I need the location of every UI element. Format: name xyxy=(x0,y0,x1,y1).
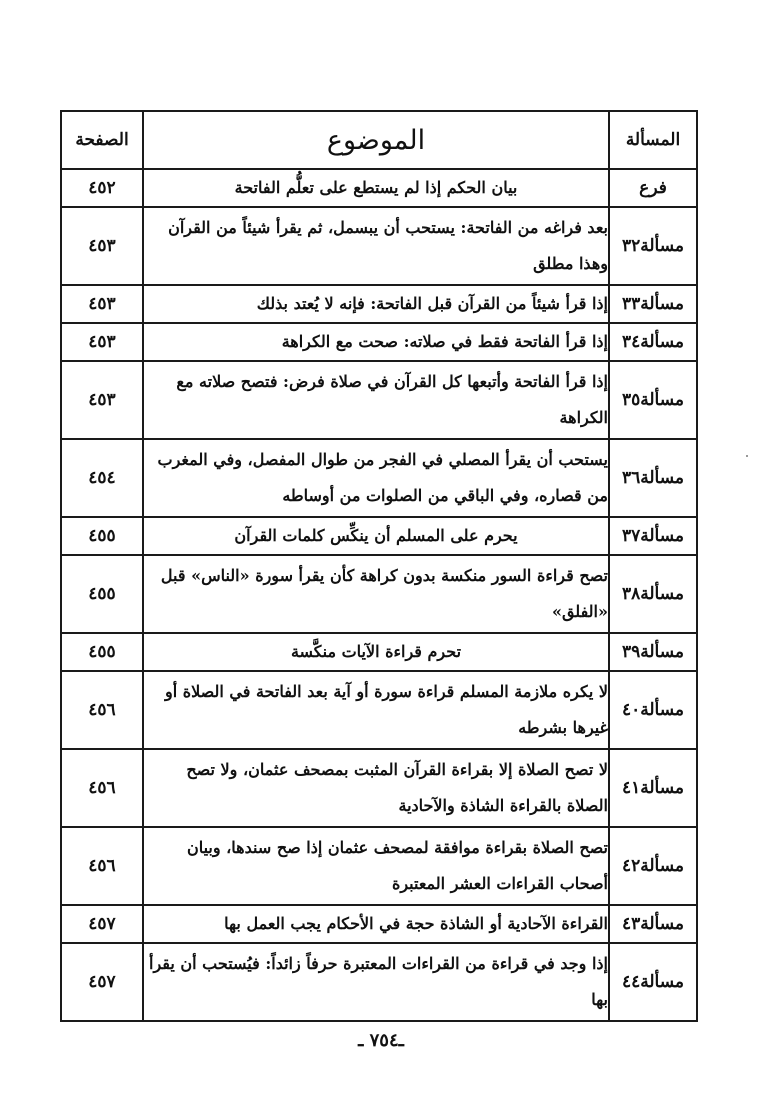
table-row xyxy=(61,285,697,323)
table-row xyxy=(61,827,697,905)
table-row xyxy=(61,323,697,361)
table-row xyxy=(61,943,697,1021)
header-topic: الموضوع xyxy=(143,111,609,169)
topic-cell: إذا قرأ الفاتحة وأتبعها كل القرآن في صلاة فرض: فتصح صلاته مع الكراهة xyxy=(143,361,609,439)
page-cell: ٤٥٥ xyxy=(61,555,143,633)
table-row xyxy=(61,905,697,943)
table-row xyxy=(61,555,697,633)
issue-cell: مسألة٣٤ xyxy=(609,323,697,361)
issue-cell: مسألة٣٧ xyxy=(609,517,697,555)
issue-cell: مسألة٤٤ xyxy=(609,943,697,1021)
table-row xyxy=(61,671,697,749)
header-issue: المسألة xyxy=(609,111,697,169)
page-cell: ٤٥٧ xyxy=(61,905,143,943)
page-cell: ٤٥٥ xyxy=(61,633,143,671)
page-number: ـ٧٥٤ ـ xyxy=(358,1030,404,1051)
page-cell: ٤٥٥ xyxy=(61,517,143,555)
header-row xyxy=(61,111,697,169)
issue-cell: مسألة٤١ xyxy=(609,749,697,827)
table-row xyxy=(61,749,697,827)
header-page: الصفحة xyxy=(61,111,143,169)
table-row xyxy=(61,439,697,517)
table-row xyxy=(61,517,697,555)
issue-cell: مسألة٤٢ xyxy=(609,827,697,905)
page-cell: ٤٥٦ xyxy=(61,671,143,749)
page-cell: ٤٥٢ xyxy=(61,169,143,207)
page-cell: ٤٥٣ xyxy=(61,207,143,285)
issue-cell: مسألة٣٨ xyxy=(609,555,697,633)
scan-speck xyxy=(746,455,748,457)
page-cell: ٤٥٣ xyxy=(61,323,143,361)
issue-cell: مسألة٣٥ xyxy=(609,361,697,439)
issue-cell: مسألة٤٣ xyxy=(609,905,697,943)
page-cell: ٤٥٣ xyxy=(61,361,143,439)
topic-cell: إذا وجد في قراءة من القراءات المعتبرة حرفاً زائداً: فيُستحب أن يقرأ بها xyxy=(143,943,609,1021)
topic-cell: القراءة الآحادية أو الشاذة حجة في الأحكام يجب العمل بها xyxy=(143,905,609,943)
topic-cell: بيان الحكم إذا لم يستطع على تعلُّم الفاتحة xyxy=(143,169,609,207)
table-row xyxy=(61,633,697,671)
topic-cell: إذا قرأ شيئاً من القرآن قبل الفاتحة: فإنه لا يُعتد بذلك xyxy=(143,285,609,323)
topic-cell: لا يكره ملازمة المسلم قراءة سورة أو آية بعد الفاتحة في الصلاة أو غيرها بشرطه xyxy=(143,671,609,749)
issue-cell: مسألة٣٣ xyxy=(609,285,697,323)
table-row xyxy=(61,169,697,207)
page-cell: ٤٥٧ xyxy=(61,943,143,1021)
contents-table xyxy=(60,110,698,1022)
topic-cell: يحرم على المسلم أن ينكِّس كلمات القرآن xyxy=(143,517,609,555)
topic-cell: إذا قرأ الفاتحة فقط في صلاته: صحت مع الكراهة xyxy=(143,323,609,361)
topic-cell: تصح قراءة السور منكسة بدون كراهة كأن يقرأ سورة «الناس» قبل «الفلق» xyxy=(143,555,609,633)
page-cell: ٤٥٦ xyxy=(61,827,143,905)
issue-cell: مسألة٤٠ xyxy=(609,671,697,749)
issue-cell: مسألة٣٩ xyxy=(609,633,697,671)
topic-cell: بعد فراغه من الفاتحة: يستحب أن يبسمل، ثم يقرأ شيئاً من القرآن وهذا مطلق xyxy=(143,207,609,285)
table-row xyxy=(61,361,697,439)
topic-cell: تصح الصلاة بقراءة موافقة لمصحف عثمان إذا صح سندها، وبيان أصحاب القراءات العشر المعتبرة xyxy=(143,827,609,905)
issue-cell: مسألة٣٢ xyxy=(609,207,697,285)
page-cell: ٤٥٣ xyxy=(61,285,143,323)
table-row xyxy=(61,207,697,285)
page-cell: ٤٥٦ xyxy=(61,749,143,827)
topic-cell: تحرم قراءة الآيات منكَّسة xyxy=(143,633,609,671)
topic-cell: يستحب أن يقرأ المصلي في الفجر من طوال المفصل، وفي المغرب من قصاره، وفي الباقي من الصلوات من أوساطه xyxy=(143,439,609,517)
issue-cell: مسألة٣٦ xyxy=(609,439,697,517)
page-cell: ٤٥٤ xyxy=(61,439,143,517)
topic-cell: لا تصح الصلاة إلا بقراءة القرآن المثبت بمصحف عثمان، ولا تصح الصلاة بالقراءة الشاذة والآحادية xyxy=(143,749,609,827)
issue-cell: فرع xyxy=(609,169,697,207)
